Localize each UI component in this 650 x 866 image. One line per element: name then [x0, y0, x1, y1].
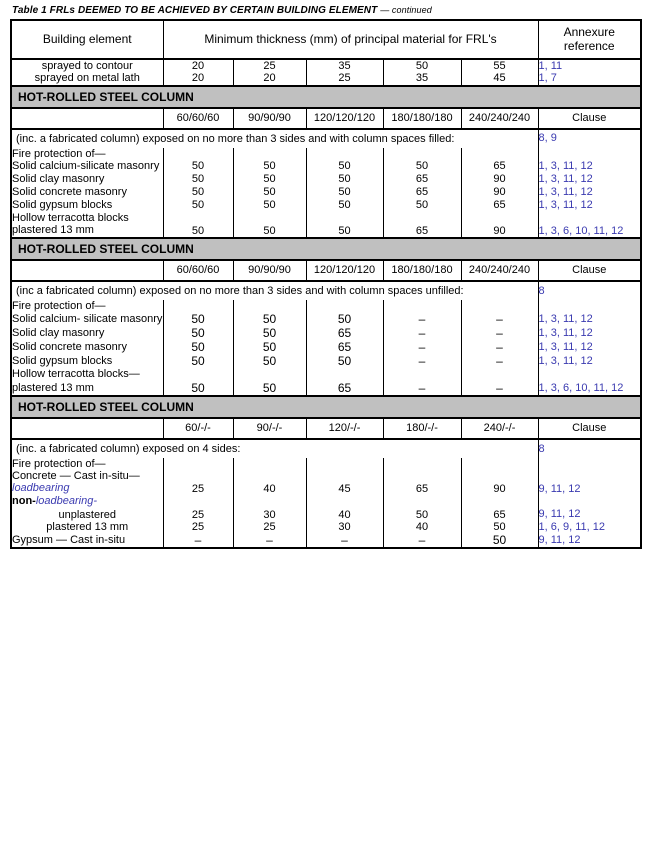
row-value: 50: [306, 199, 383, 212]
row-value: 50: [163, 199, 233, 212]
row-value: 50: [306, 173, 383, 186]
section-leadin2-label: Concrete — Cast in-situ—: [11, 470, 163, 482]
row-value-empty: [461, 148, 538, 160]
row-element-label: Solid clay masonry: [11, 326, 163, 340]
section-leadin2-row: [11, 470, 641, 482]
caption-main-text: Table 1 FRLs DEEMED TO BE ACHIEVED BY CERTAIN BUILDING ELEMENT: [12, 5, 378, 16]
section-note-annexure: 8: [538, 439, 641, 458]
table-row: [11, 312, 641, 326]
row-annexure-reference: 1, 3, 11, 12: [538, 326, 641, 340]
row-value: 50: [163, 354, 233, 368]
section-subheader-row: [11, 108, 641, 129]
row-value: 90: [461, 224, 538, 238]
table-row: [11, 354, 641, 368]
subheader-rating: 120/-/-: [306, 418, 383, 439]
section-banner-label: HOT-ROLLED STEEL COLUMN: [11, 396, 641, 418]
subheader-element-blank: [11, 108, 163, 129]
section-leadin-row: [11, 300, 641, 312]
row-value: 25: [233, 521, 306, 533]
table-row: [11, 495, 641, 508]
row-value: 50: [163, 326, 233, 340]
row-element-label: Gypsum — Cast in-situ: [11, 533, 163, 548]
row-value-empty: [461, 458, 538, 470]
row-annexure-empty: [538, 470, 641, 482]
table-caption: [12, 5, 640, 16]
subheader-rating: 240/240/240: [461, 108, 538, 129]
row-annexure-empty: [538, 458, 641, 470]
table-row: [11, 381, 641, 396]
row-value: 50: [306, 354, 383, 368]
row-value-empty: [461, 495, 538, 508]
section-banner: [11, 238, 641, 260]
row-value: –: [383, 340, 461, 354]
row-value: 90: [461, 186, 538, 199]
row-value-empty: [163, 300, 233, 312]
table-row: [11, 326, 641, 340]
row-value-empty: [233, 212, 306, 225]
section-banner: [11, 86, 641, 108]
row-value: 50: [163, 224, 233, 238]
row-annexure-reference: 1, 3, 11, 12: [538, 340, 641, 354]
frl-table: [10, 19, 642, 549]
section-leadin-label: Fire protection of—: [11, 458, 163, 470]
row-value: –: [383, 533, 461, 548]
table-row: [11, 368, 641, 381]
row-element-label: Solid clay masonry: [11, 173, 163, 186]
row-value-empty: [383, 458, 461, 470]
row-annexure-empty: [538, 300, 641, 312]
row-value: 50: [233, 173, 306, 186]
section-leadin-row: [11, 148, 641, 160]
section-leadin-row: [11, 458, 641, 470]
row-value: 50: [163, 340, 233, 354]
row-value-empty: [233, 368, 306, 381]
row-annexure-reference: 1, 3, 11, 12: [538, 160, 641, 173]
row-value: –: [383, 381, 461, 396]
row-element-label-prefix: non-: [12, 495, 36, 508]
row-value-empty: [383, 368, 461, 381]
row-value: 50: [461, 521, 538, 533]
row-element-label: Solid gypsum blocks: [11, 199, 163, 212]
section-note-annexure: 8: [538, 281, 641, 300]
row-value: 50: [383, 160, 461, 173]
row-value: 65: [461, 508, 538, 520]
row-value: 25: [163, 521, 233, 533]
row-value: –: [461, 326, 538, 340]
row-value: –: [461, 312, 538, 326]
row-annexure-reference: 1, 6, 9, 11, 12: [538, 521, 641, 533]
row-value-empty: [163, 148, 233, 160]
subheader-clause: Clause: [538, 418, 641, 439]
row-value: 50: [163, 381, 233, 396]
row-value: 50: [163, 173, 233, 186]
row-value-empty: [383, 212, 461, 225]
table-row: [11, 173, 641, 186]
table-row: [11, 508, 641, 520]
row-element-label-text: loadbearing: [12, 482, 70, 495]
row-element-label: plastered 13 mm: [11, 224, 163, 238]
table-row: [11, 340, 641, 354]
subheader-rating: 60/60/60: [163, 108, 233, 129]
row-value-empty: [461, 470, 538, 482]
row-value: –: [383, 326, 461, 340]
row-value-empty: [383, 470, 461, 482]
row-value: 65: [461, 160, 538, 173]
row-value: 90: [461, 173, 538, 186]
row-value: 35: [383, 72, 461, 85]
table-row: [11, 521, 641, 533]
row-value: 25: [306, 72, 383, 85]
row-element-label: sprayed to contour: [11, 59, 163, 72]
table-row: [11, 186, 641, 199]
row-annexure-reference: 1, 3, 6, 10, 11, 12: [538, 224, 641, 238]
section-note-row: [11, 129, 641, 148]
row-value: 50: [233, 160, 306, 173]
row-value: 40: [306, 508, 383, 520]
row-value: 50: [233, 224, 306, 238]
row-value-empty: [306, 368, 383, 381]
row-value: 45: [461, 72, 538, 85]
row-element-label-text: loadbearing-: [35, 495, 97, 508]
row-value: 50: [383, 508, 461, 520]
row-value: –: [461, 354, 538, 368]
table-row: [11, 160, 641, 173]
section-note-annexure: 8, 9: [538, 129, 641, 148]
row-annexure-reference: 1, 3, 11, 12: [538, 186, 641, 199]
subheader-element-blank: [11, 418, 163, 439]
row-value: 50: [163, 312, 233, 326]
row-value: –: [306, 533, 383, 548]
row-element-label: sprayed on metal lath: [11, 72, 163, 85]
caption-continued-text: — continued: [380, 5, 432, 15]
section-banner-label: HOT-ROLLED STEEL COLUMN: [11, 86, 641, 108]
row-value: 50: [163, 186, 233, 199]
row-value: 50: [233, 186, 306, 199]
row-value-empty: [233, 470, 306, 482]
row-value: 65: [306, 381, 383, 396]
row-value: 40: [383, 521, 461, 533]
row-value-empty: [306, 300, 383, 312]
row-value-empty: [306, 212, 383, 225]
row-value: 45: [306, 482, 383, 495]
section-subheader-row: [11, 260, 641, 281]
subheader-rating: 180/-/-: [383, 418, 461, 439]
section-banner: [11, 396, 641, 418]
subheader-rating: 90/90/90: [233, 108, 306, 129]
row-value-empty: [306, 148, 383, 160]
section-note-text: (inc. a fabricated column) exposed on no more than 3 sides and with column spaces filled:: [11, 129, 538, 148]
header-building-element: Building element: [11, 20, 163, 59]
row-annexure-reference: 9, 11, 12: [538, 482, 641, 495]
row-value: 50: [233, 312, 306, 326]
row-value: 20: [163, 59, 233, 72]
subheader-clause: Clause: [538, 260, 641, 281]
row-value: 50: [233, 326, 306, 340]
row-element-label: Solid gypsum blocks: [11, 354, 163, 368]
section-banner-label: HOT-ROLLED STEEL COLUMN: [11, 238, 641, 260]
subheader-rating: 60/-/-: [163, 418, 233, 439]
row-value: 50: [461, 533, 538, 548]
row-value: 50: [383, 59, 461, 72]
row-value: 50: [383, 199, 461, 212]
row-element-label: Solid calcium- silicate masonry: [12, 312, 163, 325]
row-value-empty: [163, 458, 233, 470]
row-annexure-empty: [538, 212, 641, 225]
subheader-element-blank: [11, 260, 163, 281]
row-value-empty: [461, 300, 538, 312]
row-element-label: unplastered: [11, 508, 163, 520]
row-value-empty: [163, 212, 233, 225]
section-note-row: [11, 281, 641, 300]
row-value-empty: [233, 495, 306, 508]
table-row: [11, 482, 641, 495]
row-value: 30: [233, 508, 306, 520]
section-subheader-row: [11, 418, 641, 439]
row-annexure-reference: 1, 3, 11, 12: [538, 199, 641, 212]
row-annexure-reference: 9, 11, 12: [538, 508, 641, 520]
row-annexure-empty: [538, 495, 641, 508]
row-element-label: Hollow terracotta blocks—: [11, 368, 163, 381]
subheader-rating: 90/90/90: [233, 260, 306, 281]
row-value: 50: [306, 160, 383, 173]
table-row: [11, 72, 641, 85]
row-annexure-reference: 1, 3, 11, 12: [538, 354, 641, 368]
row-value: 25: [233, 59, 306, 72]
row-value: 65: [461, 199, 538, 212]
row-value: 25: [163, 508, 233, 520]
table-row: [11, 533, 641, 548]
row-value: 20: [163, 72, 233, 85]
row-value: 50: [306, 312, 383, 326]
row-value-empty: [306, 495, 383, 508]
row-value-empty: [163, 470, 233, 482]
header-min-thickness: Minimum thickness (mm) of principal material for FRL's: [163, 20, 538, 59]
row-value-empty: [306, 458, 383, 470]
row-value: 65: [306, 340, 383, 354]
table-main-header-row: [11, 20, 641, 59]
row-annexure-reference: 1, 3, 11, 12: [538, 173, 641, 186]
row-value: 65: [383, 224, 461, 238]
row-value: –: [461, 340, 538, 354]
row-value: 35: [306, 59, 383, 72]
header-annexure-line1: Annexure: [563, 25, 615, 39]
row-annexure-reference: 1, 11: [538, 59, 641, 72]
row-value-empty: [233, 148, 306, 160]
row-value-empty: [163, 368, 233, 381]
row-value: 40: [233, 482, 306, 495]
row-value: 65: [306, 326, 383, 340]
row-element-label: plastered 13 mm: [11, 381, 163, 396]
row-element-label: [11, 482, 163, 495]
row-value: 20: [233, 72, 306, 85]
subheader-rating: 120/120/120: [306, 108, 383, 129]
row-value: 65: [383, 186, 461, 199]
row-value: –: [163, 533, 233, 548]
row-value: 30: [306, 521, 383, 533]
row-value: –: [461, 381, 538, 396]
row-annexure-reference: 1, 7: [538, 72, 641, 85]
row-value: 50: [233, 381, 306, 396]
section-note-text: (inc. a fabricated column) exposed on 4 sides:: [11, 439, 538, 458]
row-annexure-empty: [538, 148, 641, 160]
subheader-clause: Clause: [538, 108, 641, 129]
row-value: –: [233, 533, 306, 548]
row-element-label: Solid concrete masonry: [11, 340, 163, 354]
row-value: 65: [383, 482, 461, 495]
row-value: 65: [383, 173, 461, 186]
row-value: 55: [461, 59, 538, 72]
row-value: –: [383, 312, 461, 326]
row-element-label: [11, 495, 163, 508]
row-annexure-empty: [538, 368, 641, 381]
row-element-label: Solid calcium-silicate masonry: [11, 160, 163, 173]
row-value-empty: [306, 470, 383, 482]
row-value: 50: [233, 340, 306, 354]
row-element-label: Hollow terracotta blocks: [11, 212, 163, 225]
row-value: 50: [163, 160, 233, 173]
subheader-rating: 240/240/240: [461, 260, 538, 281]
subheader-rating: 120/120/120: [306, 260, 383, 281]
row-value: 50: [306, 186, 383, 199]
row-value-empty: [163, 495, 233, 508]
row-value: 50: [233, 354, 306, 368]
row-value: –: [383, 354, 461, 368]
row-annexure-reference: 1, 3, 11, 12: [538, 312, 641, 326]
header-annexure-reference: [538, 20, 641, 59]
subheader-rating: 180/180/180: [383, 108, 461, 129]
section-leadin-label: Fire protection of—: [11, 148, 163, 160]
row-value: 90: [461, 482, 538, 495]
row-value: 50: [306, 224, 383, 238]
row-value-empty: [233, 458, 306, 470]
row-value-empty: [233, 300, 306, 312]
row-element-label: plastered 13 mm: [11, 521, 163, 533]
subheader-rating: 180/180/180: [383, 260, 461, 281]
row-value-empty: [461, 368, 538, 381]
subheader-rating: 240/-/-: [461, 418, 538, 439]
table-row: [11, 199, 641, 212]
table-row: [11, 212, 641, 225]
row-annexure-reference: 1, 3, 6, 10, 11, 12: [538, 381, 641, 396]
subheader-rating: 60/60/60: [163, 260, 233, 281]
row-annexure-reference: 9, 11, 12: [538, 533, 641, 548]
row-value-empty: [383, 495, 461, 508]
row-value: 50: [233, 199, 306, 212]
row-element-label: Solid concrete masonry: [11, 186, 163, 199]
section-note-row: [11, 439, 641, 458]
section-leadin-label: Fire protection of—: [11, 300, 163, 312]
row-value-empty: [383, 300, 461, 312]
header-annexure-line2: reference: [563, 39, 615, 53]
table-row: [11, 59, 641, 72]
subheader-rating: 90/-/-: [233, 418, 306, 439]
row-value-empty: [383, 148, 461, 160]
section-note-text: (inc a fabricated column) exposed on no more than 3 sides and with column spaces unfilled:: [11, 281, 538, 300]
row-value: 25: [163, 482, 233, 495]
table-row: [11, 224, 641, 238]
row-value-empty: [461, 212, 538, 225]
